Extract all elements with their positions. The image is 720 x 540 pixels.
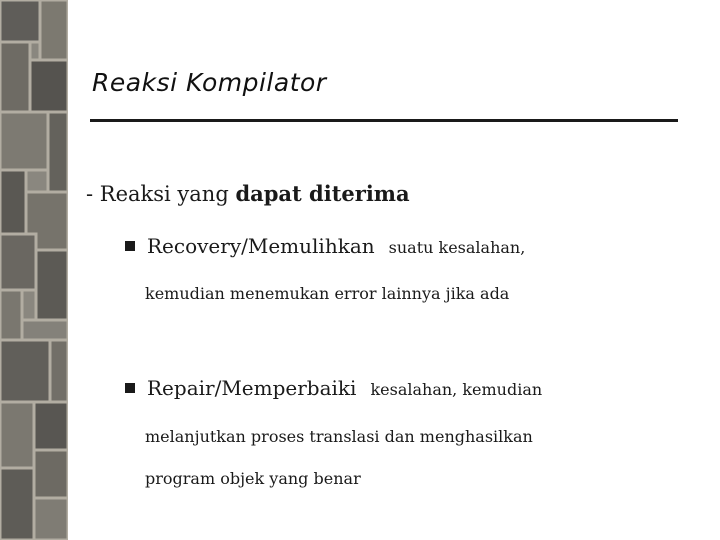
intro-bold: dapat diterima bbox=[235, 181, 410, 206]
bullet-continuation: program objek yang benar bbox=[145, 469, 361, 488]
bullet-rest: suatu kesalahan, bbox=[388, 238, 526, 257]
square-bullet-icon bbox=[125, 241, 135, 251]
bullet-continuation: kemudian menemukan error lainnya jika ada bbox=[145, 284, 510, 303]
bullet-continuation: melanjutkan proses translasi dan menghasilkan bbox=[145, 427, 533, 446]
square-bullet-icon bbox=[125, 383, 135, 393]
slide-title: Reaksi Kompilator bbox=[92, 68, 327, 97]
title-underline bbox=[90, 119, 678, 122]
intro-prefix: - Reaksi yang bbox=[86, 182, 236, 206]
bullet-lead: Recovery/Memulihkan bbox=[147, 234, 375, 258]
bullet-lead: Repair/Memperbaiki bbox=[147, 376, 357, 400]
stone-wall-decoration bbox=[0, 0, 68, 540]
bullet-item-recovery bbox=[125, 234, 525, 258]
intro-line bbox=[86, 181, 410, 206]
bullet-item-repair bbox=[125, 376, 542, 400]
bullet-rest: kesalahan, kemudian bbox=[370, 380, 543, 399]
stone-wall-image bbox=[0, 0, 68, 540]
